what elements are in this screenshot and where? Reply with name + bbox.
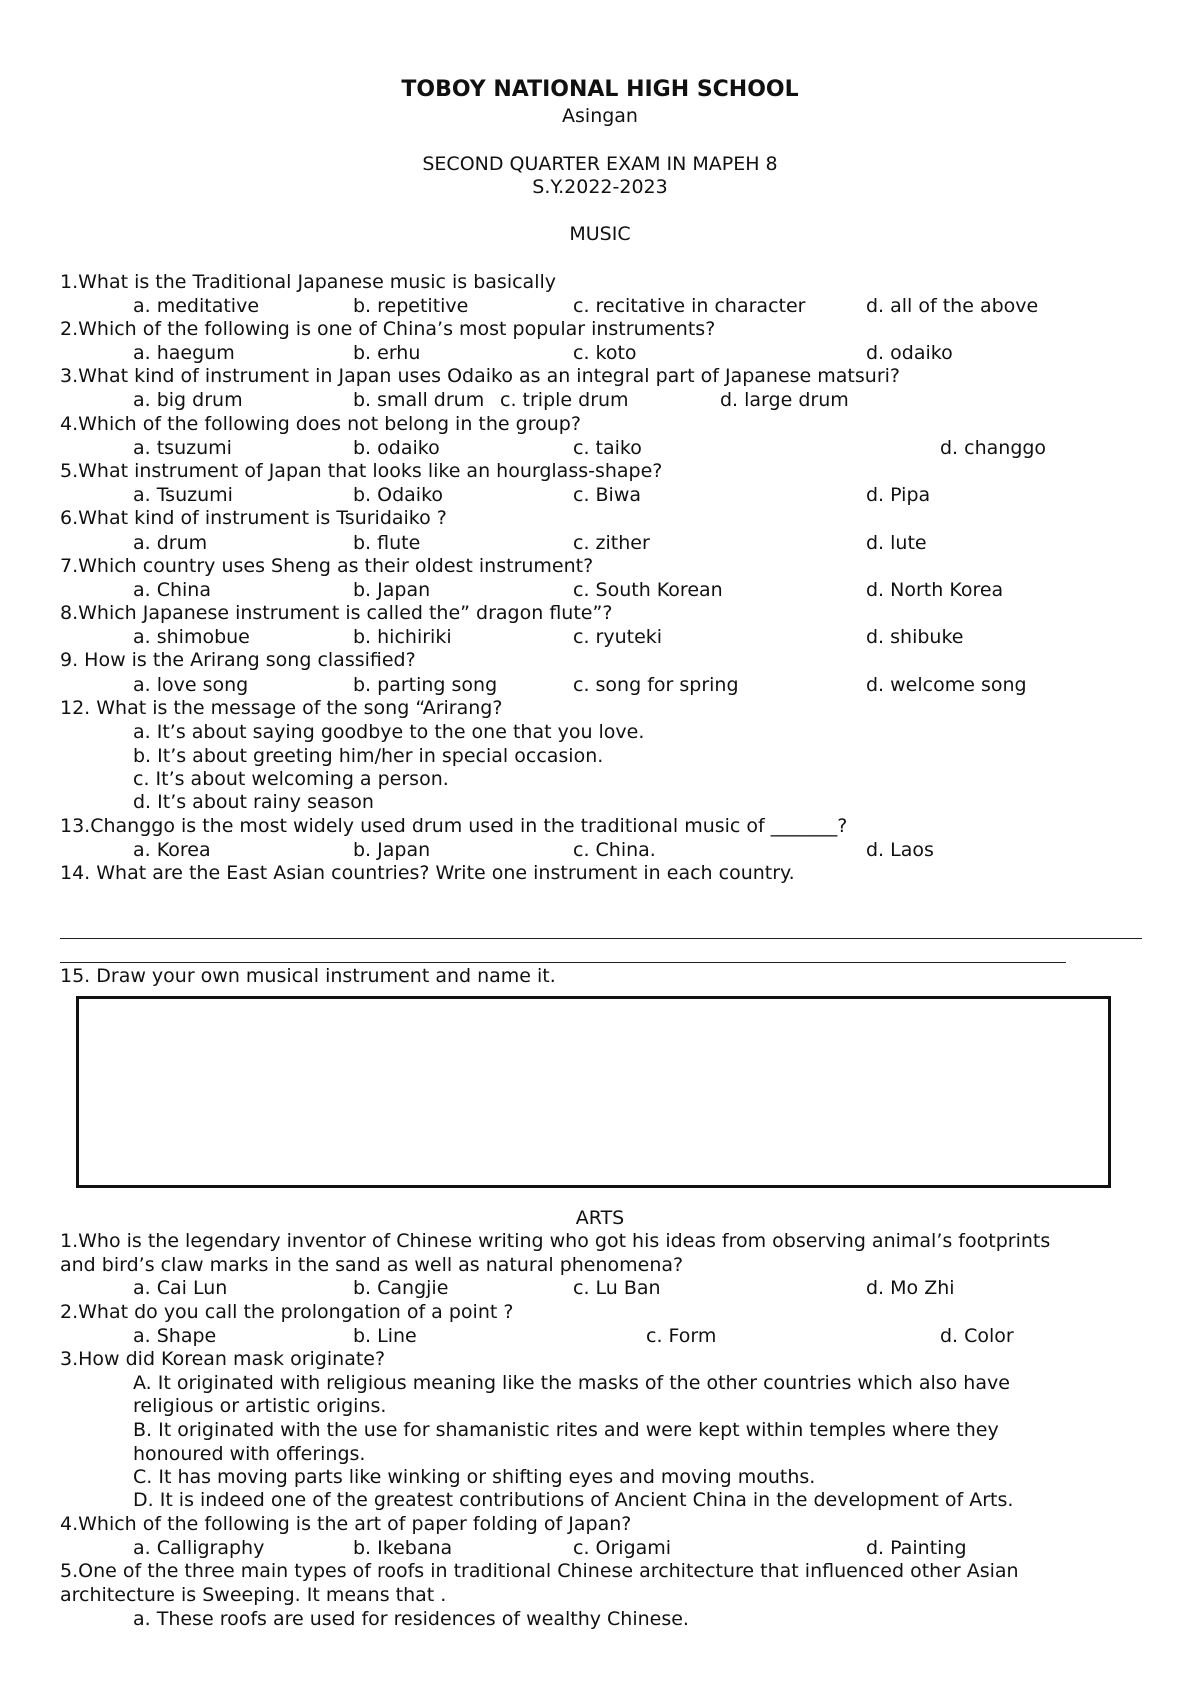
option-a: a. Shape	[133, 1325, 217, 1347]
exam-title: SECOND QUARTER EXAM IN MAPEH 8	[422, 153, 778, 175]
arts-q5-stem: 5.One of the three main types of roofs in traditional Chinese architecture that influenced other Asian	[60, 1560, 1019, 1582]
option-a: a. drum	[133, 532, 208, 554]
music-heading: MUSIC	[569, 223, 631, 245]
option-d: d. large drum	[720, 389, 849, 411]
music-q13-stem: 13.Changgo is the most widely used drum used in the traditional music of _______?	[60, 815, 848, 837]
option-d: d. Laos	[866, 839, 934, 861]
music-q14-stem: 14. What are the East Asian countries? Write one instrument in each country.	[60, 862, 795, 884]
option-c: c. koto	[573, 342, 637, 364]
option-a: a. shimobue	[133, 626, 250, 648]
option-a: a. Cai Lun	[133, 1277, 228, 1299]
music-q9-stem: 9. How is the Arirang song classified?	[60, 649, 416, 671]
answer-line[interactable]	[60, 938, 1142, 939]
music-q7-options	[60, 578, 1140, 602]
music-q6-stem: 6.What kind of instrument is Tsuridaiko ?	[60, 507, 447, 529]
arts-q4-stem: 4.Which of the following is the art of paper folding of Japan?	[60, 1513, 632, 1535]
music-q6-options	[60, 531, 1140, 555]
music-q9-options	[60, 673, 1140, 697]
option-b-cont: honoured with offerings.	[133, 1443, 366, 1465]
music-q4-stem: 4.Which of the following does not belong in the group?	[60, 413, 581, 435]
option-c: c. song for spring	[573, 674, 739, 696]
option-c: c. zither	[573, 532, 650, 554]
arts-q2-stem: 2.What do you call the prolongation of a point ?	[60, 1301, 514, 1323]
option-b: b. repetitive	[353, 295, 469, 317]
drawing-box[interactable]	[76, 996, 1111, 1188]
answer-line[interactable]	[60, 962, 1066, 963]
option-d: d. lute	[866, 532, 927, 554]
option-d: d. Pipa	[866, 484, 931, 506]
option-b: b. Japan	[353, 839, 431, 861]
option-a: a. These roofs are used for residences of wealthy Chinese.	[133, 1608, 689, 1630]
option-d: d. all of the above	[866, 295, 1039, 317]
option-b: b. Cangjie	[353, 1277, 449, 1299]
option-a: a. Korea	[133, 839, 211, 861]
option-d: d. Mo Zhi	[866, 1277, 955, 1299]
option-c: c. ryuteki	[573, 626, 663, 648]
option-d: D. It is indeed one of the greatest contributions of Ancient China in the development of Arts.	[133, 1489, 1014, 1511]
option-c: c. taiko	[573, 437, 642, 459]
music-q8-options	[60, 625, 1140, 649]
option-d: d. North Korea	[866, 579, 1004, 601]
option-d: d. welcome song	[866, 674, 1027, 696]
music-q1-stem: 1.What is the Traditional Japanese music is basically	[60, 271, 557, 293]
music-q2-stem: 2.Which of the following is one of China’s most popular instruments?	[60, 318, 716, 340]
option-a: a. love song	[133, 674, 249, 696]
music-q3-options	[60, 388, 1140, 412]
option-d: d. Color	[940, 1325, 1014, 1347]
school-year: S.Y.2022-2023	[532, 176, 668, 198]
option-c: C. It has moving parts like winking or shifting eyes and moving mouths.	[133, 1466, 816, 1488]
option-a-cont: religious or artistic origins.	[133, 1395, 387, 1417]
option-c: c. Biwa	[573, 484, 642, 506]
music-q8-stem: 8.Which Japanese instrument is called the” dragon flute”?	[60, 602, 613, 624]
option-b: b. parting song	[353, 674, 498, 696]
option-d: d. odaiko	[866, 342, 953, 364]
option-b: b. hichiriki	[353, 626, 452, 648]
arts-q5-stem-cont: architecture is Sweeping. It means that .	[60, 1584, 447, 1606]
option-c: c. Lu Ban	[573, 1277, 661, 1299]
option-b: b. It’s about greeting him/her in special occasion.	[133, 745, 604, 767]
option-a: a. haegum	[133, 342, 235, 364]
arts-q3-stem: 3.How did Korean mask originate?	[60, 1348, 386, 1370]
option-a: a. tsuzumi	[133, 437, 232, 459]
option-c: c. It’s about welcoming a person.	[133, 768, 449, 790]
arts-q1-stem: 1.Who is the legendary inventor of Chinese writing who got his ideas from observing animal’s footprints	[60, 1230, 1051, 1252]
arts-heading: ARTS	[575, 1207, 625, 1229]
music-q4-options	[60, 436, 1140, 460]
option-a: a. China	[133, 579, 211, 601]
music-q2-options	[60, 341, 1140, 365]
option-c: c. triple drum	[500, 389, 629, 411]
school-name: TOBOY NATIONAL HIGH SCHOOL	[401, 77, 799, 102]
option-a: a. Calligraphy	[133, 1537, 265, 1559]
school-town: Asingan	[562, 105, 638, 127]
arts-q4-options	[60, 1536, 1140, 1560]
music-q1-options	[60, 294, 1140, 318]
option-b: b. Japan	[353, 579, 431, 601]
option-b: b. erhu	[353, 342, 421, 364]
option-a: a. big drum	[133, 389, 243, 411]
option-b: b. Ikebana	[353, 1537, 453, 1559]
music-q5-options	[60, 483, 1140, 507]
arts-q1-options	[60, 1276, 1140, 1300]
option-c: c. Origami	[573, 1537, 672, 1559]
option-b: b. odaiko	[353, 437, 440, 459]
option-b: b. Odaiko	[353, 484, 444, 506]
option-d: d. shibuke	[866, 626, 964, 648]
option-d: d. It’s about rainy season	[133, 791, 374, 813]
arts-q2-options	[60, 1324, 1140, 1348]
option-d: d. changgo	[940, 437, 1047, 459]
option-a: a. It’s about saying goodbye to the one that you love.	[133, 721, 645, 743]
option-a: a. Tsuzumi	[133, 484, 233, 506]
option-c: c. China.	[573, 839, 656, 861]
option-c: c. recitative in character	[573, 295, 806, 317]
option-a: a. meditative	[133, 295, 260, 317]
option-b: b. flute	[353, 532, 421, 554]
music-q7-stem: 7.Which country uses Sheng as their oldest instrument?	[60, 555, 594, 577]
option-d: d. Painting	[866, 1537, 967, 1559]
music-q13-options	[60, 838, 1140, 862]
arts-q1-stem-cont: and bird’s claw marks in the sand as well as natural phenomena?	[60, 1254, 684, 1276]
option-c: c. South Korean	[573, 579, 723, 601]
option-b: b. small drum	[353, 389, 485, 411]
option-b: B. It originated with the use for shamanistic rites and were kept within temples where they	[133, 1419, 999, 1441]
option-b: b. Line	[353, 1325, 417, 1347]
music-q15-stem: 15. Draw your own musical instrument and name it.	[60, 965, 556, 987]
music-q5-stem: 5.What instrument of Japan that looks like an hourglass-shape?	[60, 460, 663, 482]
option-a: A. It originated with religious meaning like the masks of the other countries which also have	[133, 1372, 1010, 1394]
music-q3-stem: 3.What kind of instrument in Japan uses Odaiko as an integral part of Japanese matsuri?	[60, 365, 900, 387]
music-q12-stem: 12. What is the message of the song “Arirang?	[60, 697, 503, 719]
option-c: c. Form	[646, 1325, 717, 1347]
